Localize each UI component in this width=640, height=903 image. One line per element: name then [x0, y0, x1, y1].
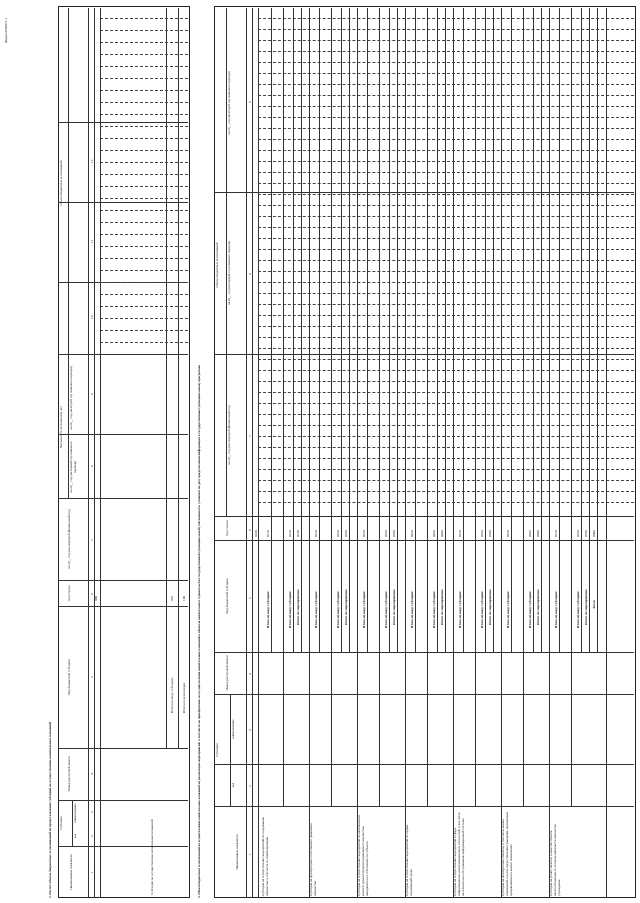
- s3-subtotal-label: Итого по виду субсидии:: [362, 590, 366, 629]
- s2-h-subsidy: Субсидия: [59, 816, 63, 830]
- s3-h-name: наименование: [231, 719, 235, 739]
- s3-dashed-col: [258, 238, 634, 239]
- s3-subtotal-label: Итого по мероприятию: [536, 589, 540, 625]
- s3-group-line: [475, 8, 476, 807]
- s3-subtotal-label: Итого по мероприятию: [440, 589, 444, 625]
- s3-row-line: [493, 8, 494, 653]
- s3-row-line: [389, 8, 390, 653]
- s3-dashed-col: [258, 392, 634, 393]
- s3-dashed-col: [258, 480, 634, 481]
- s3-line-code: 0130: [296, 530, 300, 537]
- s3-row-line: [293, 8, 294, 653]
- s2-dashed-col: [100, 174, 188, 175]
- s2-row-line: [166, 8, 167, 749]
- s3-row-line: [349, 8, 350, 653]
- s3-col-number: 4: [247, 673, 252, 675]
- s2-subhead-line: [68, 355, 69, 499]
- s3-row-line: [258, 8, 259, 898]
- s3-row-label: Субсидия на приобретение особо ценного движимого имущества: [309, 822, 317, 896]
- s2-dashed-col: [100, 138, 188, 139]
- s2-col-line: [58, 846, 188, 847]
- s3-row-line: [445, 8, 446, 653]
- s3-dashed-col: [258, 227, 634, 228]
- s2-subhead-line: [72, 801, 73, 847]
- s2-dashed-col: [100, 306, 188, 307]
- s3-row-line: [597, 8, 598, 653]
- s3-line-code: 0310: [362, 530, 366, 537]
- s3-dashed-col: [258, 106, 634, 107]
- s2-dashed-col: [100, 78, 188, 79]
- s3-dashed-col: [258, 161, 634, 162]
- s2-dashed-col: [100, 42, 188, 43]
- s3-dashed-col: [258, 293, 634, 294]
- s3-dashed-col: [258, 139, 634, 140]
- s3-row-line: [319, 8, 320, 653]
- s3-dashed-col: [258, 150, 634, 151]
- s2-col-number: 6: [89, 593, 94, 595]
- s2-dashed-col: [100, 222, 188, 223]
- s3-row-line: [252, 8, 253, 898]
- s2-col-number: 1: [89, 871, 94, 873]
- s3-dashed-col: [258, 205, 634, 206]
- s3-group-line: [405, 8, 406, 898]
- s2-col-line: [58, 606, 188, 607]
- s3-line-code: 0220: [336, 530, 340, 537]
- s2-row-line: [178, 8, 179, 749]
- s2-h-indicator: Наименование показателя: [69, 854, 73, 890]
- s3-h-budget-type: Номер реестровой записи: [225, 655, 229, 691]
- s3-row-line: [246, 8, 247, 898]
- s2-col-number: 2: [89, 835, 94, 837]
- s2-dashed-col: [100, 126, 188, 127]
- s2-row-line: [94, 8, 95, 898]
- s3-dashed-col: [258, 194, 634, 195]
- s3-group-line: [549, 8, 550, 898]
- s3-line-code: 0110: [266, 530, 270, 537]
- s2-h-group-volume: Объем бюджетных ассигнований: [59, 160, 63, 206]
- s3-dashed-col: [258, 84, 634, 85]
- s2-dashed-col: [100, 186, 188, 187]
- s2-col-line: [58, 354, 188, 355]
- s2-h-amount-current: на 20__ год (на очередной финансовый год): [67, 509, 71, 569]
- s3-subtotal-label: Итого по виду субсидии:: [432, 590, 436, 629]
- s3-dashed-col: [258, 326, 634, 327]
- s3-h-vol-c: на 20__ год (на второй год планового периода): [227, 71, 231, 135]
- s2-col-line: [58, 800, 188, 801]
- s3-dashed-col: [258, 128, 634, 129]
- s3-subtotal-label: Итого по мероприятию: [584, 589, 588, 625]
- s3-h-vol-b: на 20__ год (на первый год планового периода): [227, 241, 231, 305]
- s3-dashed-col: [258, 73, 634, 74]
- s3-line-code: 0620: [528, 530, 532, 537]
- s3-col-number: 3: [247, 729, 252, 731]
- s3-group-line: [309, 8, 310, 898]
- s2-dashed-col: [100, 234, 188, 235]
- s3-dashed-col: [258, 447, 634, 448]
- s2-col-line: [58, 580, 188, 581]
- s3-row-line: [559, 8, 560, 653]
- s3-line-code: 0710: [554, 530, 558, 537]
- s3-line-code: 0230: [344, 530, 348, 537]
- s3-row-line: [301, 8, 302, 653]
- s2-row-line: [100, 8, 101, 898]
- s2-dashed-col: [100, 282, 188, 283]
- s3-dashed-col: [258, 469, 634, 470]
- s2-h-code: код: [73, 833, 77, 839]
- s2-row-line: [88, 8, 89, 898]
- s2-col-line: [58, 202, 188, 203]
- s3-group-line: [283, 8, 284, 807]
- s3-dashed-col: [258, 51, 634, 52]
- s3-line-code: 0520: [480, 530, 484, 537]
- s3-subtotal-label: Итого по мероприятию: [392, 589, 396, 625]
- s3-line-code: 0530: [488, 530, 492, 537]
- s2-h-amount-next: на 20__ год (на первый год планового периода): [69, 441, 77, 493]
- s3-row-label: Субсидия на осуществление мероприятий по капитальному ремонту (реконструкции) недвижимого имущества, находящегося в собственности субъекта: [357, 814, 369, 896]
- s3-line-code: 0210: [314, 530, 318, 537]
- s3-h-code: код: [231, 782, 235, 788]
- s3-first-line-code: 0100: [254, 530, 258, 537]
- s3-subtotal-label: Итого по мероприятию: [488, 589, 492, 625]
- s3-dashed-col: [258, 216, 634, 217]
- s3-subtotal-label: Итого по мероприятию: [344, 589, 348, 625]
- s2-dashed-col: [100, 270, 188, 271]
- s3-row-line: [415, 8, 416, 653]
- s3-dashed-col: [258, 381, 634, 382]
- s2-dashed-col: [100, 102, 188, 103]
- s3-row-line: [271, 8, 272, 653]
- s3-group-line: [357, 8, 358, 898]
- s2-h-line-code: Код строки: [67, 585, 71, 601]
- s3-row-line: [463, 8, 464, 653]
- s3-subtotal-label: Итого по виду субсидии:: [528, 590, 532, 629]
- s3-row-label: Субсидия на осуществление мероприятий в сфере информационно-коммуникационных технологий, в том числе на техническое обслуживание информационной системы: [453, 812, 465, 896]
- s3-col-number: 7: [247, 435, 252, 437]
- s2-row-sub: Итого по виду субсидии:: [170, 677, 174, 713]
- s3-group-line: [606, 8, 607, 898]
- s3-h-subsidy-kind: Вид бюджетной субсидии: [225, 578, 229, 614]
- s3-col-number: 9: [247, 101, 252, 103]
- s3-dashed-col: [258, 458, 634, 459]
- s3-dashed-col: [258, 304, 634, 305]
- s3-group-line: [379, 8, 380, 807]
- s3-dashed-col: [258, 348, 634, 349]
- s3-subtotal-label: Итого по виду субсидии:: [480, 590, 484, 629]
- s2-dashed-col: [100, 198, 188, 199]
- s3-group-line: [571, 8, 572, 807]
- s3-dashed-col: [258, 95, 634, 96]
- s2-col-number: 11: [89, 239, 94, 243]
- s3-line-code: 0430: [440, 530, 444, 537]
- s3-row-line: [589, 8, 590, 653]
- s3-dashed-col: [258, 436, 634, 437]
- s2-dashed-col: [100, 330, 188, 331]
- s2-row-label: Субсидия на осуществление капитальных вложений: [150, 819, 154, 895]
- s2-col-number: 4: [89, 773, 94, 775]
- s3-dashed-col: [258, 260, 634, 261]
- s2-dashed-col: [100, 294, 188, 295]
- s3-line-code: 0320: [384, 530, 388, 537]
- s3-dashed-col: [258, 403, 634, 404]
- s3-subtotal-label: Итого по виду субсидии:: [384, 590, 388, 629]
- s3-col-number: 2: [247, 785, 252, 787]
- s3-h-indicator: Наименование показателя: [235, 834, 239, 870]
- s2-col-number: 5: [89, 676, 94, 678]
- s3-subtotal-label: Итого по виду субсидии:: [554, 590, 558, 629]
- s3-line-code: 0410: [410, 530, 414, 537]
- s3-dashed-col: [258, 337, 634, 338]
- s3-h-subsidy: Субсидия: [215, 743, 219, 757]
- s3-h-group: Объем бюджетных ассигнований: [215, 242, 219, 288]
- s3-dashed-col: [258, 502, 634, 503]
- s2-dashed-col: [100, 18, 188, 19]
- s3-dashed-col: [258, 414, 634, 415]
- s3-line-code: 0630: [536, 530, 540, 537]
- s2-dashed-col: [100, 54, 188, 55]
- s3-subtotal-label: Итого по виду субсидии:: [336, 590, 340, 629]
- s2-col-number: 9: [89, 393, 94, 395]
- s3-dashed-col: [258, 29, 634, 30]
- s2-dashed-col: [100, 210, 188, 211]
- s2-subhead-line: [68, 8, 69, 355]
- s3-col-number: 1: [247, 853, 252, 855]
- s3-row-label: Субсидия на осуществление мероприятий по содержанию имущества, в том числе по инвентаризации: [261, 816, 269, 896]
- s2-col-line: [58, 748, 188, 749]
- s2-col-line: [58, 498, 188, 499]
- s3-dashed-col: [258, 183, 634, 184]
- s3-col-number: 5: [247, 597, 252, 599]
- s3-dashed-col: [258, 491, 634, 492]
- s3-dashed-col: [258, 249, 634, 250]
- s3-row-label: Субсидия на осуществление мероприятий по охране окружающей среды: [405, 824, 413, 896]
- s3-line-code: 0610: [506, 530, 510, 537]
- s3-row-line: [485, 8, 486, 653]
- s3-h-line-code: Код строки: [225, 520, 229, 536]
- s2-dashed-col: [100, 30, 188, 31]
- s2-col-line: [58, 434, 188, 435]
- s2-row-line: 010: [170, 595, 174, 601]
- s3-dashed-col: [258, 282, 634, 283]
- s3-subtotal-label: Итого по виду субсидии:: [410, 590, 414, 629]
- s3-line-code: 0330: [392, 530, 396, 537]
- s2-dashed-col: [100, 258, 188, 259]
- s3-dashed-col: [258, 117, 634, 118]
- s3-dashed-col: [258, 40, 634, 41]
- s3-subtotal-label: Итого по виду субсидии:: [266, 590, 270, 629]
- s3-group-line: [427, 8, 428, 807]
- s3-col-number: 8: [247, 273, 252, 275]
- s3-line-code: 0510: [458, 530, 462, 537]
- s3-line-code: 0730: [584, 530, 588, 537]
- s3-group-line: [523, 8, 524, 807]
- s2-dashed-col: [100, 318, 188, 319]
- s3-line-code: 9000: [592, 530, 596, 537]
- s2-dashed-col: [100, 90, 188, 91]
- s2-dashed-col: [100, 66, 188, 67]
- s3-dashed-col: [258, 359, 634, 360]
- s3-dashed-col: [258, 370, 634, 371]
- s3-subtotal-label: Итого по виду субсидии:: [288, 590, 292, 629]
- s3-group-line: [501, 8, 502, 898]
- section2-title: 2. Расчет объема бюджетных ассигнований на предоставление субсидий на осуществление капитальных вложений: [48, 721, 52, 898]
- s3-row-line: [581, 8, 582, 653]
- s3-subtotal-label: Итого по виду субсидии:: [576, 590, 580, 629]
- s3-row-label: Субсидия на приобретение объектов, в том числе жилых помещений, в целях предоставления гражданам, признанным нуждающимися в жилых помещениях: [501, 812, 513, 896]
- s3-dashed-col: [258, 172, 634, 173]
- s3-dashed-col: [258, 62, 634, 63]
- s3-line-code: 0120: [288, 530, 292, 537]
- s3-row-line: [341, 8, 342, 653]
- s2-col-number: 12: [89, 159, 94, 163]
- s3-row-label: Субсидия на уплату налогов, в качестве объекта налогообложения по которым признается имущество учреждения: [549, 823, 561, 896]
- s3-subtotal-label: Итого по мероприятию: [296, 589, 300, 625]
- s2-total-sub: Итого по всем видам: [182, 682, 186, 713]
- s3-dashed-col: [258, 425, 634, 426]
- s3-row-line: [437, 8, 438, 653]
- s3-h-vol-a: на 20__ год (на очередной финансовый год): [227, 405, 231, 465]
- s3-dashed-col: [258, 271, 634, 272]
- s3-dashed-col: [258, 18, 634, 19]
- section2-table: [58, 6, 190, 898]
- s2-dashed-col: [100, 150, 188, 151]
- page-ref: Форма 0503071-1: [4, 17, 8, 43]
- s3-subtotal-label: Всего: [592, 600, 596, 609]
- s2-col-number: 7: [89, 539, 94, 541]
- s2-h-name: наименование: [73, 803, 77, 823]
- s3-line-code: 0420: [432, 530, 436, 537]
- s3-row-line: [541, 8, 542, 653]
- s3-col-number: 6: [247, 529, 252, 531]
- s2-col-number: 8: [89, 465, 94, 467]
- s2-col-line: [58, 122, 188, 123]
- s2-h-amount-next2: на 20__ год (на второй год планового периода): [69, 366, 73, 430]
- s2-code-header: 000: [94, 595, 98, 601]
- s2-dashed-col: [100, 342, 188, 343]
- s3-subhead-line: [226, 8, 227, 517]
- s3-row-line: [367, 8, 368, 653]
- s3-dashed-col: [258, 315, 634, 316]
- s2-h-budget-type: Вид бюджетной субсидии: [67, 659, 71, 695]
- section3-title: 3. Объем бюджетных ассигнований на осуществление капитальных вложений на реализацию мероприятий, в том числе на приобретение, на осуществление капитальных вложений в объекты капитального строительства государственной (муниципальной) собственности, учтенных на дату представления информации в государственные (муниципальные) программы: [197, 365, 201, 898]
- s2-dashed-col: [100, 246, 188, 247]
- s3-row-line: [511, 8, 512, 653]
- s2-dashed-col: [100, 114, 188, 115]
- s2-h-regnum: Номер реестровой записи: [67, 756, 71, 792]
- s2-col-number: 3: [89, 811, 94, 813]
- s2-h-group-count: Численность получателей, чел: [59, 406, 63, 448]
- s3-line-code: 0720: [576, 530, 580, 537]
- s2-dashed-col: [100, 162, 188, 163]
- s3-subtotal-label: Итого по виду субсидии:: [458, 590, 462, 629]
- s3-subtotal-label: Итого по виду субсидии:: [314, 590, 318, 629]
- s3-group-line: [453, 8, 454, 898]
- s3-group-line: [331, 8, 332, 807]
- s3-row-line: [397, 8, 398, 653]
- s2-col-number: 10: [89, 315, 94, 319]
- s3-subtotal-label: Итого по виду субсидии:: [506, 590, 510, 629]
- s2-total-line: 100: [182, 595, 186, 601]
- s3-subhead-line: [230, 695, 231, 807]
- s3-row-line: [533, 8, 534, 653]
